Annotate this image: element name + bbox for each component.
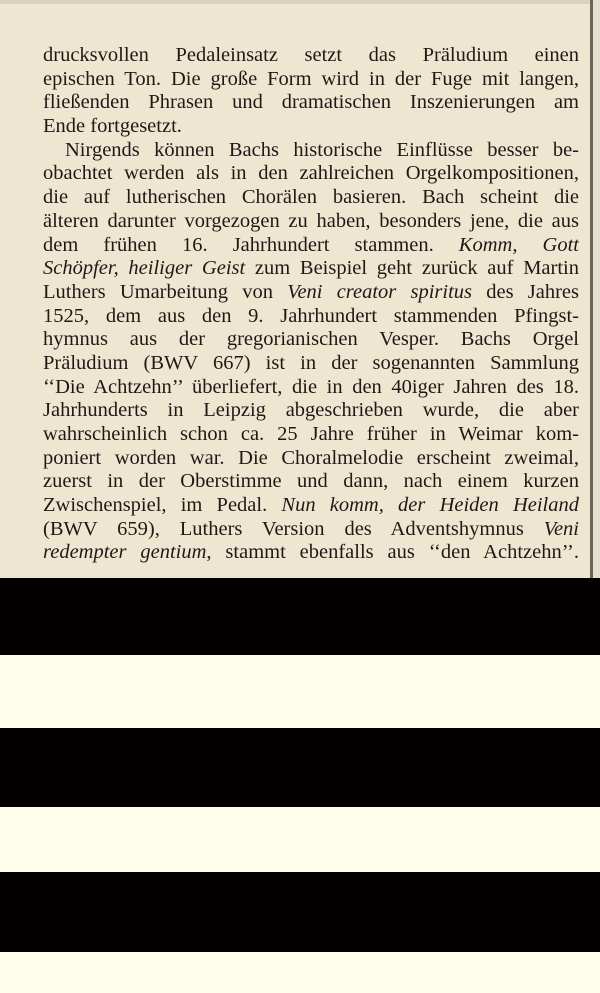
- text-segment: zum Beispiel geht zurück auf Martin: [245, 257, 579, 280]
- text-segment: obachtet werden als in den zahlreichen Orgelkompositionen,: [43, 162, 579, 185]
- page-top-edge: [0, 0, 600, 4]
- text-segment: ‘‘Die Achtzehn’’ überliefert, die in den 40iger Jahren des 18.: [43, 375, 579, 398]
- text-line: [43, 91, 579, 115]
- text-line: [43, 494, 579, 518]
- text-line: [43, 376, 579, 400]
- text-segment: poniert worden war. Die Choralmelodie erscheint zweimal,: [43, 446, 579, 469]
- text-segment: Präludium (BWV 667) ist in der sogenannten Sammlung: [43, 351, 579, 374]
- body-text: [43, 44, 579, 565]
- italic-title: redempter gentium: [43, 541, 207, 564]
- text-segment: Luthers Umarbeitung von: [43, 280, 288, 303]
- text-segment: Jahrhunderts in Leipzig abgeschrieben wurde, die aber: [43, 399, 579, 422]
- text-segment: 1525, dem aus den 9. Jahrhundert stammenden Pfingst-: [43, 304, 579, 327]
- redaction-bar: [0, 728, 600, 807]
- italic-title: Veni: [543, 517, 579, 540]
- text-line: [43, 518, 579, 542]
- text-line: [43, 162, 579, 186]
- text-segment: hymnus aus der gregorianischen Vesper. Bachs Orgel: [43, 328, 579, 351]
- text-line: [43, 68, 579, 92]
- text-segment: epischen Ton. Die große Form wird in der Fuge mit langen,: [43, 67, 579, 90]
- text-line: [43, 186, 579, 210]
- text-line: [43, 352, 579, 376]
- text-line: [43, 470, 579, 494]
- italic-title: Schöpfer, heiliger Geist: [43, 257, 246, 280]
- text-line: [43, 257, 579, 281]
- text-line: [43, 423, 579, 447]
- text-segment: , stammt ebenfalls aus ‘‘den Achtzehn’’.: [206, 541, 579, 564]
- text-line: [43, 234, 579, 258]
- text-line: [43, 399, 579, 423]
- text-segment: (BWV 659), Luthers Version des Adventshymnus: [43, 517, 544, 540]
- text-line: [43, 44, 579, 68]
- italic-title: Veni creator spiritus: [287, 280, 473, 303]
- text-segment: Ende fortgesetzt.: [43, 115, 182, 138]
- italic-title: Komm, Gott: [458, 233, 579, 256]
- text-line: [43, 447, 579, 471]
- text-segment: drucksvollen Pedaleinsatz setzt das Präludium einen: [43, 44, 579, 66]
- text-line: [43, 210, 579, 234]
- text-line: [43, 328, 579, 352]
- text-line: [43, 281, 579, 305]
- text-line: [43, 139, 579, 163]
- text-segment: dem frühen 16. Jahrhundert stammen.: [43, 233, 459, 256]
- text-segment: Nirgends können Bachs historische Einflüsse besser be-: [65, 138, 579, 161]
- text-line: [43, 115, 579, 139]
- text-segment: zuerst in der Oberstimme und dann, nach einem kurzen: [43, 470, 579, 493]
- italic-title: Nun komm, der Heiden Heiland: [281, 494, 579, 517]
- text-segment: des Jahres: [472, 280, 579, 303]
- text-segment: die auf lutherischen Chorälen basieren. Bach scheint die: [43, 186, 579, 209]
- redaction-bar: [0, 872, 600, 952]
- text-segment: älteren darunter vorgezogen zu haben, besonders jene, die aus: [43, 209, 579, 232]
- redaction-bar: [0, 578, 600, 655]
- text-segment: Zwischenspiel, im Pedal.: [43, 494, 282, 517]
- page-margin-strip: [593, 0, 600, 578]
- text-segment: wahrscheinlich schon ca. 25 Jahre früher in Weimar kom-: [43, 423, 579, 445]
- text-segment: fließenden Phrasen und dramatischen Inszenierungen am: [43, 91, 579, 114]
- text-line: [43, 305, 579, 329]
- text-line: [43, 541, 579, 565]
